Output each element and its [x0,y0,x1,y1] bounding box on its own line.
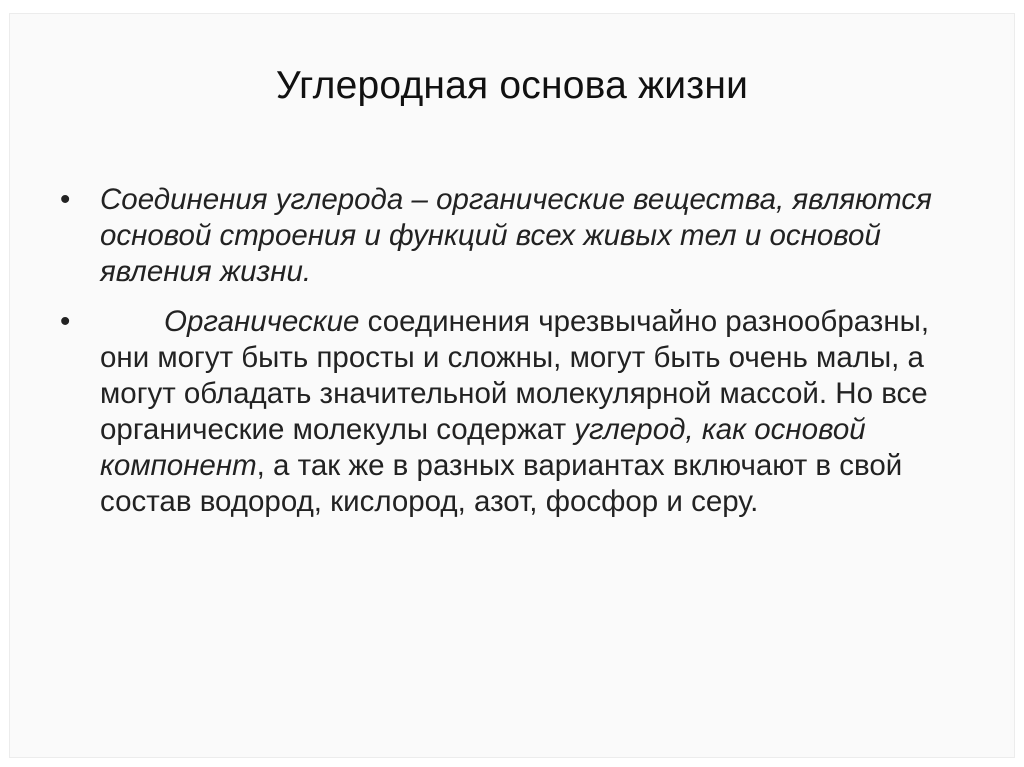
bullet-item-1 [60,182,940,290]
bullet-item-2 [60,304,940,520]
slide-title: Углеродная основа жизни [275,64,749,107]
bullet-list [60,182,940,534]
bullet-2-italic-1: Органические [164,305,360,338]
bullet-2-italic-2: углерод, как основой компонент [100,413,866,482]
bullet-1-text: Соединения углерода – органические вещества, являются основой строения и функций всех живых тел и основой явления жизни. [100,183,932,288]
bullet-marker: • [60,305,71,338]
bullet-2-text-1: соединения чрезвычайно разнообразны, они могут быть просты и сложны, могут быть очень малы, а могут обладать значительной молекулярной массой. Но все органические молекулы содержат [100,305,930,446]
bullet-marker: • [60,183,71,216]
bullet-2-text-2: , а так же в разных вариантах включают в свой состав водород, кислород, азот, фосфор и серу. [100,449,903,518]
